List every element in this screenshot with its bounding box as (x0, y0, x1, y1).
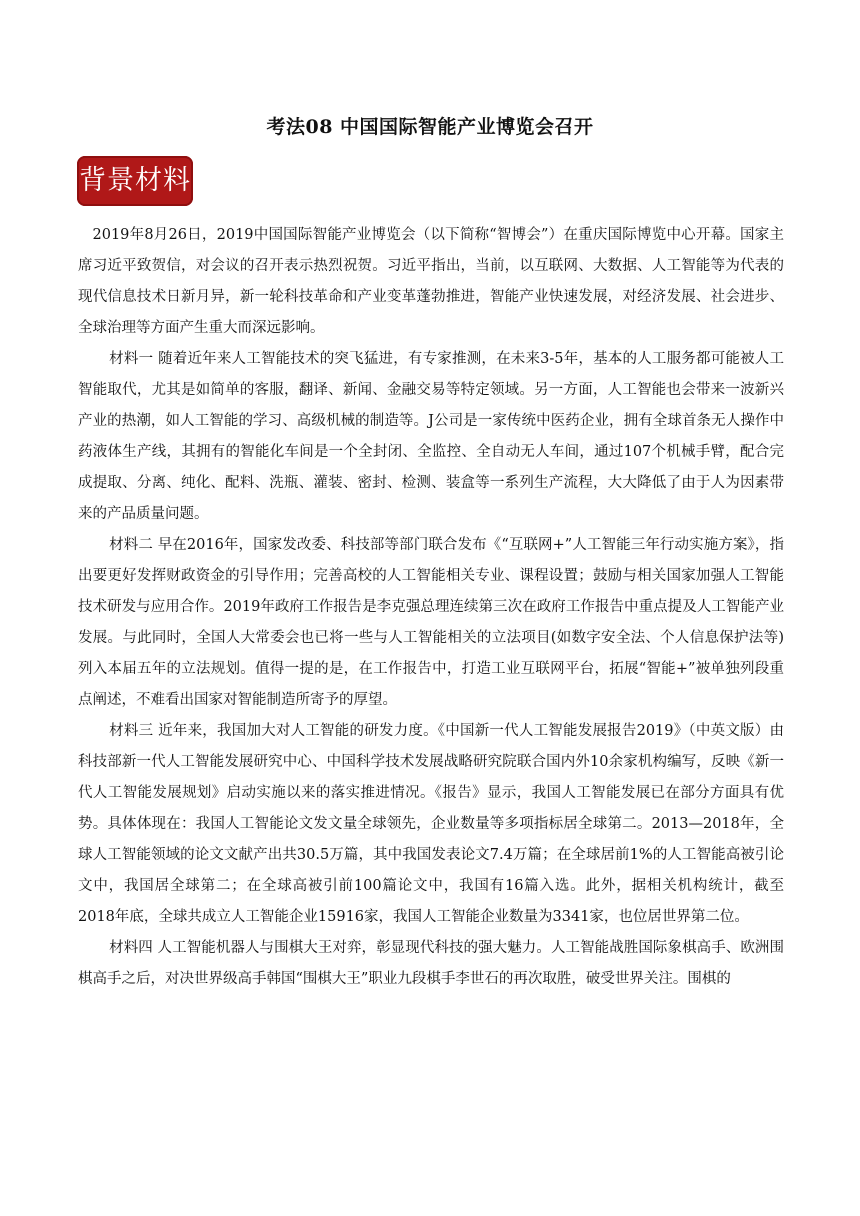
material-two-paragraph: 材料二 早在2016年，国家发改委、科技部等部门联合发布《“互联网+”人工智能三年行动实施方案》，指出要更好发挥财政资金的引导作用；完善高校的人工智能相关专业、课程设置；鼓励与相关国家加强人工智能技术研发与应用合作。2019年政府工作报告是李克强总理连续第三次在政府工作报告中重点提及人工智能产业发展。与此同时，全国人大常委会也已将一些与人工智能相关的立法项目(如数字安全法、个人信息保护法等)列入本届五年的立法规划。值得一提的是，在工作报告中，打造工业互联网平台，拓展“智能+”被单独列段重点阐述，不难看出国家对智能制造所寄予的厚望。 (78, 537, 784, 708)
material-three-paragraph: 材料三 近年来，我国加大对人工智能的研发力度。《中国新一代人工智能发展报告2019》（中英文版）由科技部新一代人工智能发展研究中心、中国科学技术发展战略研究院联合国内外10余家机构编写，反映《新一代人工智能发展规划》启动实施以来的落实推进情况。《报告》显示，我国人工智能发展已在部分方面具有优势。具体体现在：我国人工智能论文发文量全球领先，企业数量等多项指标居全球第二。2013—2018年，全球人工智能领域的论文文献产出共30.5万篇，其中我国发表论文7.4万篇；在全球居前1%的人工智能高被引论文中，我国居全球第二；在全球高被引前100篇论文中，我国有16篇入选。此外，据相关机构统计，截至2018年底，全球共成立人工智能企业15916家，我国人工智能企业数量为3341家，也位居世界第二位。 (78, 723, 784, 925)
material-one-paragraph: 材料一 随着近年来人工智能技术的突飞猛进，有专家推测，在未来3-5年，基本的人工服务都可能被人工智能取代，尤其是如简单的客服，翻译、新闻、金融交易等特定领域。另一方面，人工智能也会带来一波新兴产业的热潮，如人工智能的学习、高级机械的制造等。J公司是一家传统中医药企业，拥有全球首条无人操作中药液体生产线，其拥有的智能化车间是一个全封闭、全监控、全自动无人车间，通过107个机械手臂，配合完成提取、分离、纯化、配料、洗瓶、灌装、密封、检测、装盒等一系列生产流程，大大降低了由于人为因素带来的产品质量问题。 (78, 351, 784, 522)
document-title: 考法08 中国国际智能产业博览会召开 (266, 116, 594, 138)
document-body (78, 220, 784, 995)
material-four-paragraph: 材料四 人工智能机器人与围棋大王对弈，彰显现代科技的强大魅力。人工智能战胜国际象棋高手、欧洲围棋高手之后，对决世界级高手韩国“围棋大王”职业九段棋手李世石的再次取胜，破受世界关注。围棋的 (78, 940, 784, 987)
section-badge: 背景材料 (77, 156, 193, 206)
intro-paragraph: 2019年8月26日，2019中国国际智能产业博览会（以下简称“智博会”）在重庆国际博览中心开幕。国家主席习近平致贺信，对会议的召开表示热烈祝贺。习近平指出，当前，以互联网、大数据、人工智能等为代表的现代信息技术日新月异，新一轮科技革命和产业变革蓬勃推进，智能产业快速发展，对经济发展、社会进步、全球治理等方面产生重大而深远影响。 (78, 227, 784, 336)
